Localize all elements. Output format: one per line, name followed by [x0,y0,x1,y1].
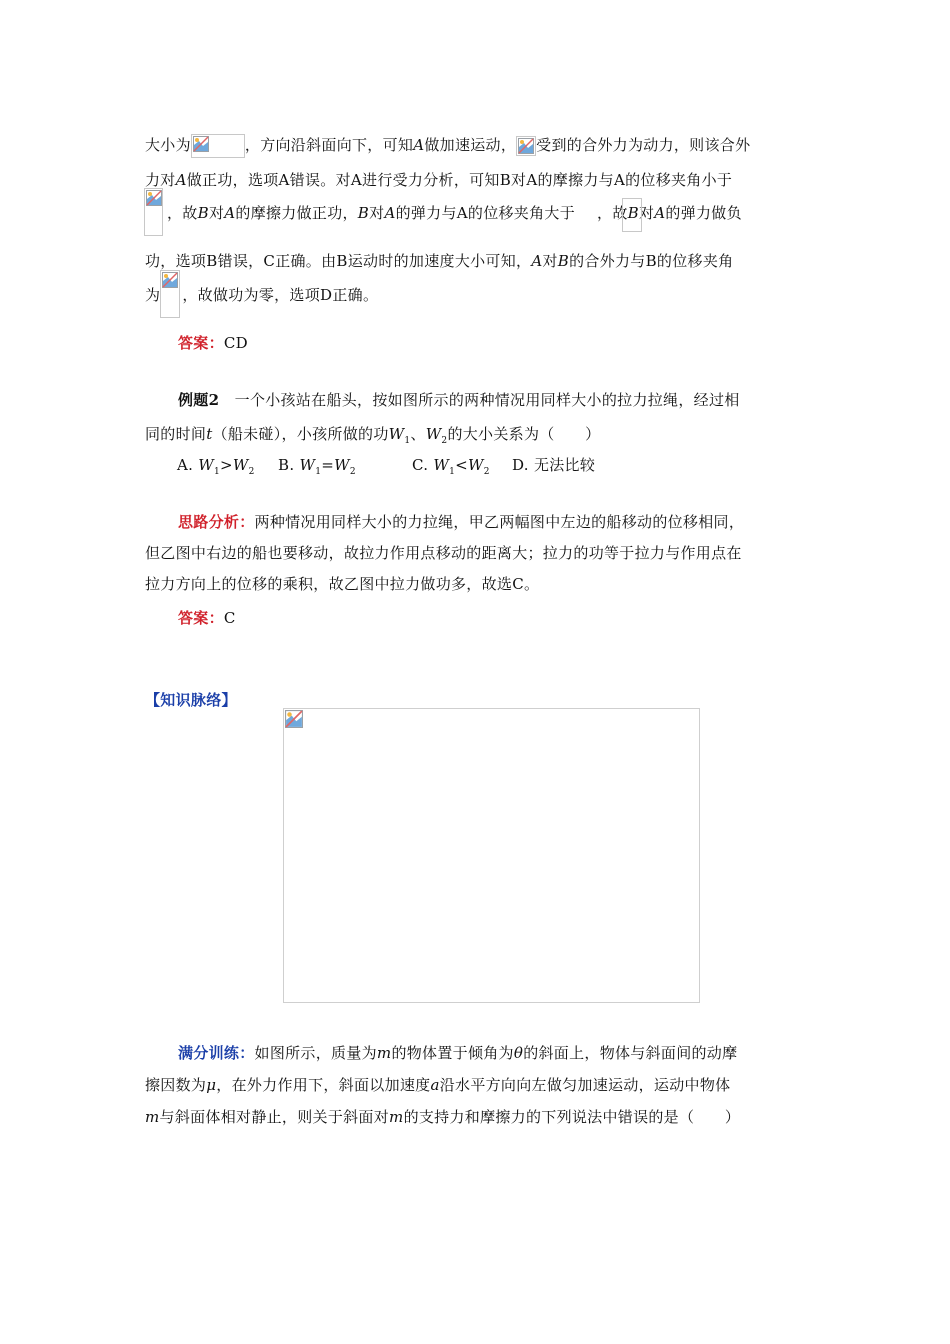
formula-image [191,134,245,158]
answer-value: C [223,609,236,627]
option-a [177,455,255,482]
text: 的弹力做负 [665,204,742,222]
var: W [433,456,450,474]
relation: > [220,456,233,474]
option-c [412,455,490,482]
option-label: C. [412,456,429,474]
var: W [198,456,214,474]
text: 做正功，选项A错误。对A进行受力分析，可知B对A的摩擦力与A的位移夹角小于 [186,171,733,189]
var: W [232,456,249,474]
option-b [278,455,356,482]
answer-1 [178,333,248,353]
var: A [224,204,236,222]
knowledge-diagram-image [283,708,700,1003]
training-line-2 [145,1075,730,1095]
formula-image [160,270,180,318]
subscript: 1 [404,436,411,446]
text: 的摩擦力做正功， [235,204,358,222]
subscript: 1 [449,467,456,477]
option-label: B. [278,456,295,474]
broken-image-icon [285,710,303,728]
text: ，在外力作用下，斜面以加速度 [216,1076,431,1094]
text: ，故做功为零，选项D正确。 [182,286,379,304]
var: W [334,456,350,474]
var: B [197,204,209,222]
training-line-1 [178,1043,737,1063]
text: 的弹力与A的位移夹角大于 [395,204,576,222]
answer-label: 答案： [178,609,224,627]
text: 对 [208,204,225,222]
var: B [627,204,639,222]
formula-image [516,136,536,156]
text: 为 [145,286,161,304]
broken-image-icon [146,190,162,206]
answer-label: 答案： [178,334,224,352]
text: ，方向沿斜面向下，可知 [244,136,414,154]
text: ，故 [167,204,198,222]
var: m [376,1044,392,1062]
option-label: D. [512,456,529,474]
text: 拉力方向上的位移的乘积，故乙图中拉力做功多，故选C。 [145,575,540,593]
paragraph-line-4 [145,251,733,271]
answer-2 [178,608,236,628]
var: W [388,425,405,443]
text: 力对 [145,171,176,189]
knowledge-title [145,690,237,710]
analysis-line-3 [145,574,539,594]
var: W [468,456,484,474]
text: 与斜面体相对静止，则关于斜面对 [159,1108,390,1126]
broken-image-icon [162,272,178,288]
var: μ [206,1076,217,1094]
analysis-line-2 [145,543,742,563]
text: （船未碰），小孩所做的功 [212,425,389,443]
option-label: A. [177,456,194,474]
subscript: 2 [248,467,255,477]
text: ，故 [597,204,628,222]
subscript: 2 [349,467,356,477]
section-title: 【知识脉络】 [145,691,237,709]
relation: = [321,456,335,474]
var: m [145,1108,160,1126]
text: 对 [638,204,655,222]
text: 、 [410,425,426,443]
text: 的斜面上，物体与斜面间的动摩 [523,1044,738,1062]
subscript: 1 [315,467,322,477]
var: a [430,1076,440,1094]
text: 如图所示，质量为 [254,1044,377,1062]
text: 受到的合外力为动力，则该合外 [536,136,751,154]
var: B [557,252,570,270]
text: 的大小关系为（ ） [447,425,601,443]
text: 大小为 [145,136,191,154]
subscript: 2 [441,436,448,446]
example-2-line-2 [145,424,600,451]
formula-image [144,188,163,236]
analysis-line-1 [178,512,744,532]
training-line-3 [145,1107,740,1127]
example-2-line-1 [178,390,740,410]
paragraph-line-2 [145,170,732,190]
text: 同的时间 [145,425,207,443]
option-d [512,455,595,475]
text: 沿水平方向向左做匀加速运动，运动中物体 [439,1076,731,1094]
broken-image-icon [518,138,534,154]
subscript: 1 [214,467,221,477]
paragraph-line-1 [145,134,750,158]
var: θ [513,1044,524,1062]
var: B [357,204,370,222]
text: 两种情况用同样大小的力拉绳，甲乙两幅图中左边的船移动的位移相同， [254,513,745,531]
text: 的合外力与B的位移夹角 [569,252,734,270]
option-text: 无法比较 [533,456,596,474]
var: A [413,136,425,154]
var: A [654,204,666,222]
broken-image-icon [193,136,209,152]
var: A [175,171,187,189]
text: 对 [369,204,385,222]
training-label: 满分训练： [178,1044,255,1062]
text: 擦因数为 [145,1076,207,1094]
text: 一个小孩站在船头，按如图所示的两种情况用同样大小的拉力拉绳，经过相 [219,391,740,409]
text: 的支持力和摩擦力的下列说法中错误的是（ ） [403,1108,741,1126]
paragraph-line-3 [167,203,742,223]
text: 做加速运动， [424,136,517,154]
var: W [425,425,442,443]
text: 对 [542,252,558,270]
text: 功，选项B错误，C正确。由B运动时的加速度大小可知， [145,252,532,270]
example-label: 例题2 [178,391,220,409]
analysis-label: 思路分析： [178,513,255,531]
text: 但乙图中右边的船也要移动，故拉力作用点移动的距离大；拉力的功等于拉力与作用点在 [145,544,742,562]
text: 的物体置于倾角为 [391,1044,514,1062]
subscript: 2 [483,467,490,477]
relation: < [455,456,469,474]
var: m [389,1108,404,1126]
answer-value: CD [223,334,249,352]
var: A [384,204,396,222]
formula-image [622,198,642,232]
var: t [206,425,213,443]
var: W [299,456,316,474]
var: A [531,252,543,270]
